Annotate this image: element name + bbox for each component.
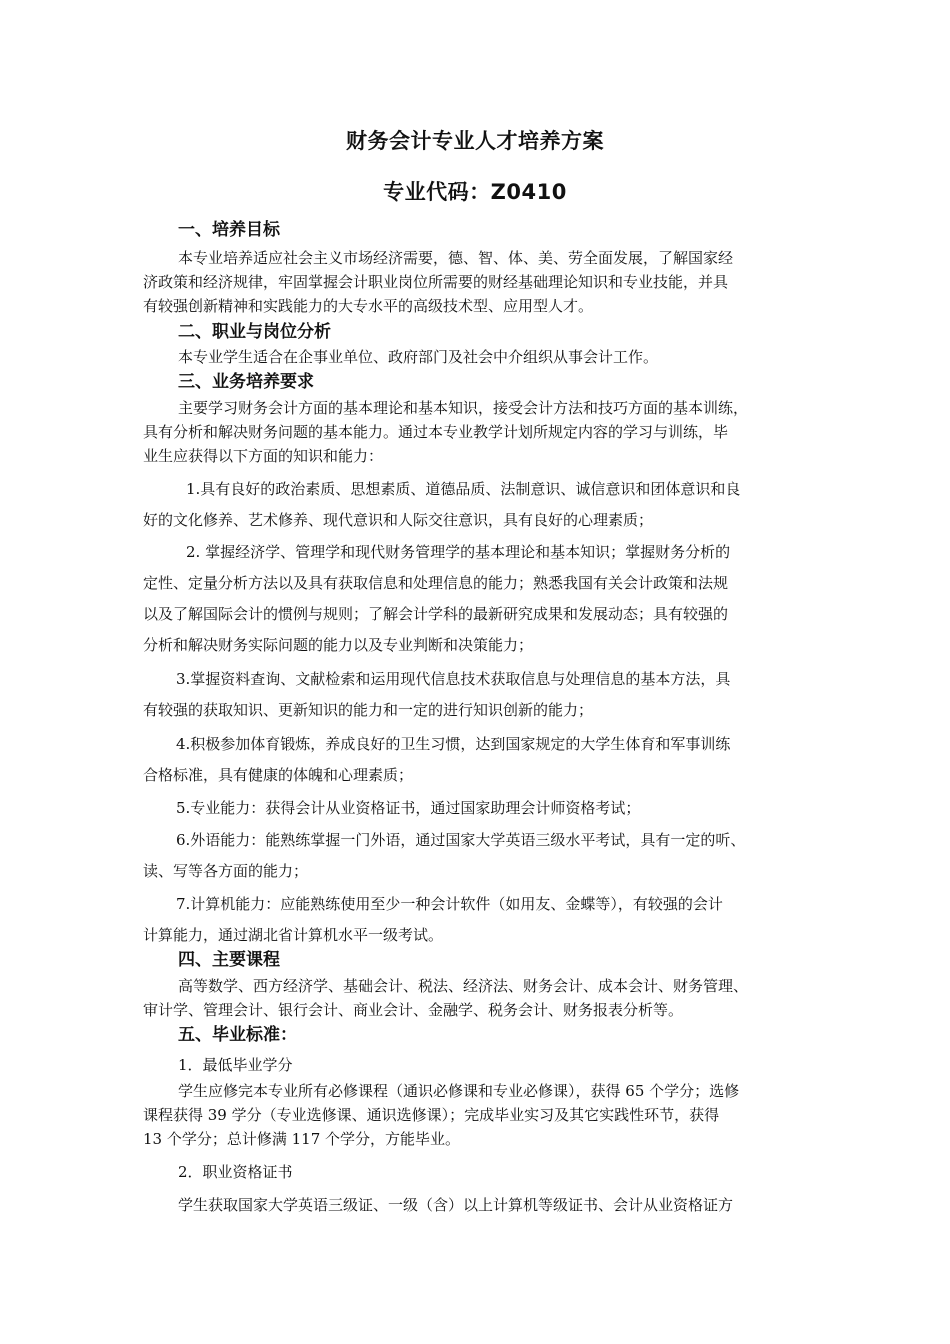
requirement-item: 分析和解决财务实际问题的能力以及专业判断和决策能力； (143, 636, 534, 654)
section-heading-courses: 四、主要课程 (178, 950, 280, 970)
paragraph-line: 济政策和经济规律，牢固掌握会计职业岗位所需要的财经基础理论知识和专业技能，并具 (143, 273, 729, 291)
major-code: 专业代码：Z0410 (383, 180, 567, 204)
paragraph-line: 课程获得 39 学分（专业选修课、通识选修课）；完成毕业实习及其它实践性环节，获得 (143, 1106, 720, 1124)
requirement-item: 2. 掌握经济学、管理学和现代财务管理学的基本理论和基本知识；掌握财务分析的 (186, 543, 731, 561)
paragraph-line: 具有分析和解决财务问题的基本能力。通过本专业教学计划所规定内容的学习与训练，毕 (143, 423, 729, 441)
requirement-item: 6.外语能力：能熟练掌握一门外语，通过国家大学英语三级水平考试，具有一定的听、 (176, 831, 746, 849)
paragraph-line: 学生获取国家大学英语三级证、一级（含）以上计算机等级证书、会计从业资格证方 (178, 1196, 734, 1214)
paragraph-line: 主要学习财务会计方面的基本理论和基本知识，接受会计方法和技巧方面的基本训练， (178, 399, 749, 417)
requirement-item: 1.具有良好的政治素质、思想素质、道德品质、法制意识、诚信意识和团体意识和良 (186, 480, 741, 498)
section-heading-objectives: 一、培养目标 (178, 220, 280, 240)
section-heading-requirements: 三、业务培养要求 (178, 372, 314, 392)
paragraph-line: 本专业学生适合在企事业单位、政府部门及社会中介组织从事会计工作。 (178, 348, 659, 366)
requirement-item: 4.积极参加体育锻炼，养成良好的卫生习惯，达到国家规定的大学生体育和军事训练 (176, 735, 731, 753)
paragraph-line: 学生应修完本专业所有必修课程（通识必修课和专业必修课），获得 65 个学分；选修 (178, 1082, 740, 1100)
paragraph-line: 13 个学分；总计修满 117 个学分，方能毕业。 (143, 1130, 461, 1148)
requirement-item: 7.计算机能力：应能熟练使用至少一种会计软件（如用友、金蝶等），有较强的会计 (176, 895, 723, 913)
requirement-item: 好的文化修养、艺术修养、现代意识和人际交往意识，具有良好的心理素质； (143, 511, 654, 529)
requirement-item: 3.掌握资料查询、文献检索和运用现代信息技术获取信息与处理信息的基本方法，具 (176, 670, 731, 688)
requirement-item: 有较强的获取知识、更新知识的能力和一定的进行知识创新的能力； (143, 701, 594, 719)
subheading-credits: 1．最低毕业学分 (178, 1056, 293, 1074)
requirement-item: 5.专业能力：获得会计从业资格证书，通过国家助理会计师资格考试； (176, 799, 641, 817)
paragraph-line: 本专业培养适应社会主义市场经济需要，德、智、体、美、劳全面发展，了解国家经 (178, 249, 734, 267)
paragraph-line: 高等数学、西方经济学、基础会计、税法、经济法、财务会计、成本会计、财务管理、 (178, 977, 749, 995)
requirement-item: 计算能力，通过湖北省计算机水平一级考试。 (143, 926, 444, 944)
section-heading-career: 二、职业与岗位分析 (178, 322, 331, 342)
requirement-item: 以及了解国际会计的惯例与规则；了解会计学科的最新研究成果和发展动态；具有较强的 (143, 605, 729, 623)
requirement-item: 合格标准，具有健康的体魄和心理素质； (143, 766, 414, 784)
subheading-certificates: 2．职业资格证书 (178, 1163, 293, 1181)
requirement-item: 读、写等各方面的能力； (143, 862, 309, 880)
section-heading-graduation: 五、毕业标准： (178, 1025, 297, 1045)
paragraph-line: 有较强创新精神和实践能力的大专水平的高级技术型、应用型人才。 (143, 297, 594, 315)
paragraph-line: 审计学、管理会计、银行会计、商业会计、金融学、税务会计、财务报表分析等。 (143, 1001, 684, 1019)
paragraph-line: 业生应获得以下方面的知识和能力： (143, 447, 384, 465)
requirement-item: 定性、定量分析方法以及具有获取信息和处理信息的能力；熟悉我国有关会计政策和法规 (143, 574, 729, 592)
document-title: 财务会计专业人才培养方案 (346, 129, 604, 153)
